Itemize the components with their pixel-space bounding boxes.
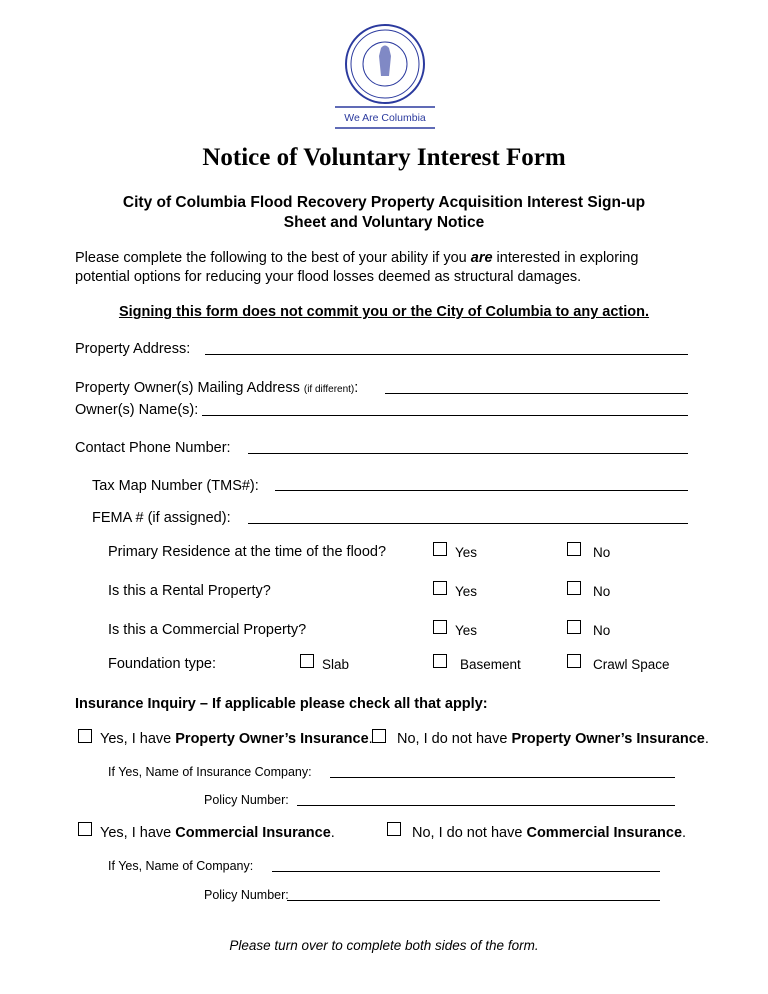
primary-residence-label: Primary Residence at the time of the flood? xyxy=(108,544,387,560)
mailing-address-field[interactable] xyxy=(385,393,688,394)
primary-no-checkbox[interactable] xyxy=(567,542,581,556)
commercial-company-field[interactable] xyxy=(272,871,660,872)
intro-line-1: Please complete the following to the best of your ability if you are interested in exploring xyxy=(75,250,639,266)
has-commercial-insurance-checkbox[interactable] xyxy=(78,822,92,836)
slab-checkbox[interactable] xyxy=(300,654,314,668)
basement-checkbox[interactable] xyxy=(433,654,447,668)
commercial-policy-label: Policy Number: xyxy=(204,888,289,902)
mailing-address-label: Property Owner(s) Mailing Address (if different): xyxy=(75,380,359,396)
commercial-label: Is this a Commercial Property? xyxy=(108,622,307,638)
no-owner-insurance-label: No, I do not have Property Owner’s Insurance. xyxy=(397,731,709,747)
primary-yes-checkbox[interactable] xyxy=(433,542,447,556)
owner-names-field[interactable] xyxy=(202,415,688,416)
policy-number-field[interactable] xyxy=(297,805,675,806)
has-owner-insurance-label: Yes, I have Property Owner’s Insurance. xyxy=(100,731,373,747)
commercial-yes-checkbox[interactable] xyxy=(433,620,447,634)
no-label: No xyxy=(593,545,611,560)
commercial-policy-field[interactable] xyxy=(287,900,660,901)
tms-label: Tax Map Number (TMS#): xyxy=(92,478,259,494)
yes-label: Yes xyxy=(455,623,478,638)
property-address-field[interactable] xyxy=(205,354,688,355)
slab-label: Slab xyxy=(322,657,350,672)
insurance-heading: Insurance Inquiry – If applicable please check all that apply: xyxy=(75,696,488,712)
no-label: No xyxy=(593,623,611,638)
rental-yes-checkbox[interactable] xyxy=(433,581,447,595)
crawl-space-label: Crawl Space xyxy=(593,657,670,672)
insurance-company-field[interactable] xyxy=(330,777,675,778)
phone-field[interactable] xyxy=(248,453,688,454)
has-owner-insurance-checkbox[interactable] xyxy=(78,729,92,743)
yes-label: Yes xyxy=(455,545,478,560)
foundation-label: Foundation type: xyxy=(108,656,217,672)
rental-no-checkbox[interactable] xyxy=(567,581,581,595)
no-commercial-insurance-checkbox[interactable] xyxy=(387,822,401,836)
no-label: No xyxy=(593,584,611,599)
footer-note: Please turn over to complete both sides of the form. xyxy=(229,938,539,953)
phone-label: Contact Phone Number: xyxy=(75,440,231,456)
fema-field[interactable] xyxy=(248,523,688,524)
page-title: Notice of Voluntary Interest Form xyxy=(202,144,566,171)
property-address-label: Property Address: xyxy=(75,341,191,357)
owner-names-label: Owner(s) Name(s): xyxy=(75,402,199,418)
basement-label: Basement xyxy=(460,657,521,672)
has-commercial-insurance-label: Yes, I have Commercial Insurance. xyxy=(100,825,335,841)
disclaimer: Signing this form does not commit you or the City of Columbia to any action. xyxy=(118,304,650,320)
subtitle-line-1: City of Columbia Flood Recovery Property Acquisition Interest Sign-up xyxy=(122,194,646,211)
logo-tagline: We Are Columbia xyxy=(344,112,426,124)
subtitle-line-2: Sheet and Voluntary Notice xyxy=(283,214,485,231)
no-owner-insurance-checkbox[interactable] xyxy=(372,729,386,743)
tms-field[interactable] xyxy=(275,490,688,491)
commercial-company-label: If Yes, Name of Company: xyxy=(108,859,254,873)
rental-label: Is this a Rental Property? xyxy=(108,583,271,599)
intro-line-2: potential options for reducing your flood losses deemed as structural damages. xyxy=(75,269,582,285)
fema-label: FEMA # (if assigned): xyxy=(92,510,231,526)
commercial-no-checkbox[interactable] xyxy=(567,620,581,634)
yes-label: Yes xyxy=(455,584,478,599)
insurance-company-label: If Yes, Name of Insurance Company: xyxy=(108,765,312,779)
no-commercial-insurance-label: No, I do not have Commercial Insurance. xyxy=(412,825,687,841)
crawl-space-checkbox[interactable] xyxy=(567,654,581,668)
policy-number-label: Policy Number: xyxy=(204,793,289,807)
